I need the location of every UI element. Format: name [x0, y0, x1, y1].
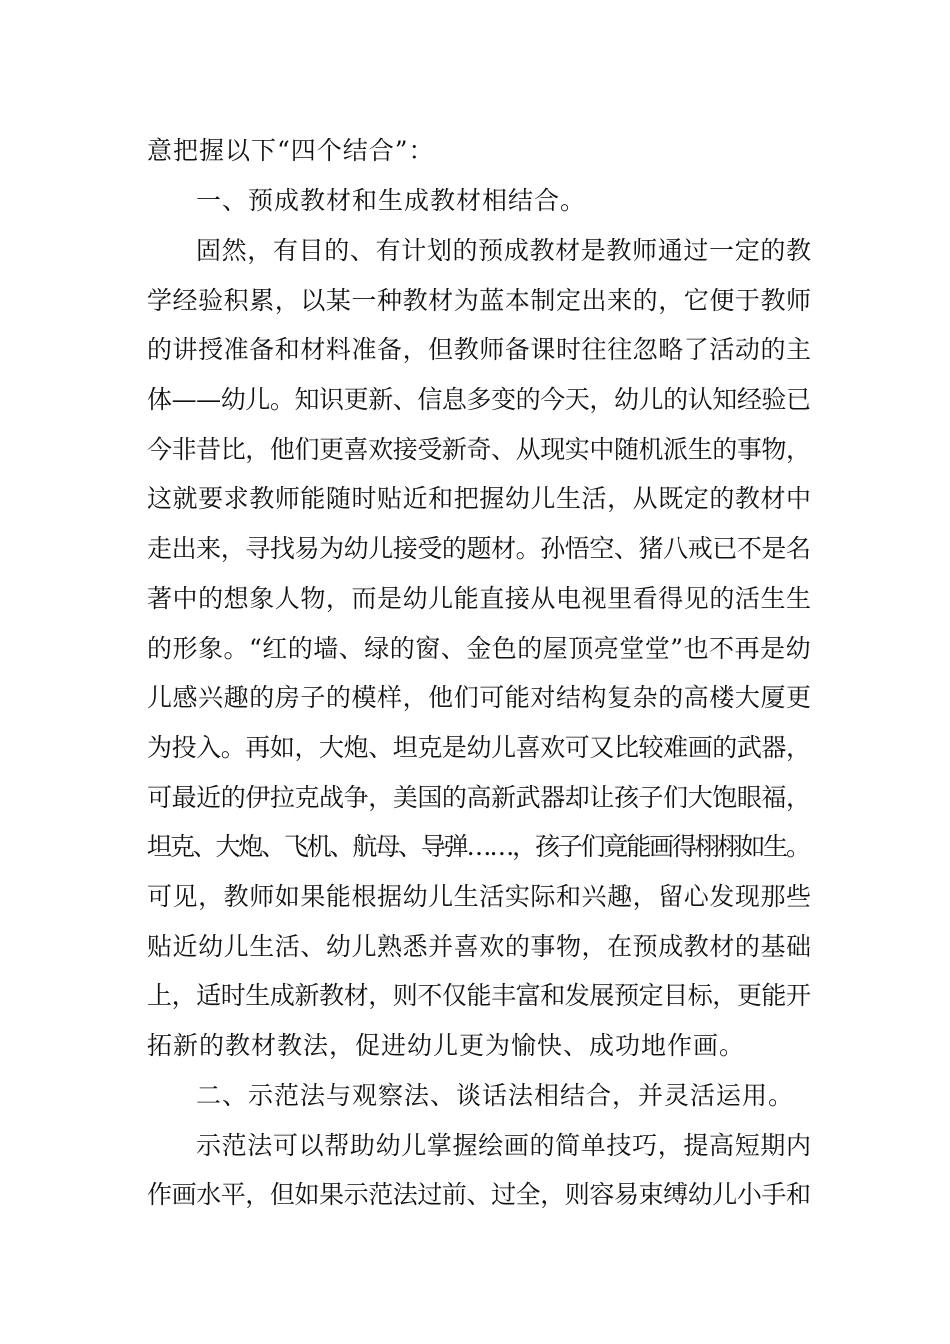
- text-line-22: 作画水平，但如果示范法过前、过全，则容易束缚幼儿小手和: [147, 1180, 811, 1209]
- section-heading-2: 二、示范法与观察法、谈话法相结合，并灵活运用。: [196, 1081, 795, 1110]
- text-line-9: 走出来，寻找易为幼儿接受的题材。孙悟空、猪八戒已不是名: [147, 534, 811, 563]
- text-line-16: 可见，教师如果能根据幼儿生活实际和兴趣，留心发现那些: [147, 882, 812, 911]
- text-line-13: 为投入。再如，大炮、坦克是幼儿喜欢可又比较难画的武器，: [147, 733, 811, 762]
- text-line-3: 固然，有目的、有计划的预成教材是教师通过一定的教: [196, 236, 812, 265]
- text-line-1: 意把握以下“四个结合”：: [147, 136, 435, 165]
- text-line-14: 可最近的伊拉克战争，美国的高新武器却让孩子们大饱眼福，: [147, 783, 811, 812]
- text-line-21: 示范法可以帮助幼儿掌握绘画的简单技巧，提高短期内: [196, 1131, 812, 1160]
- text-line-7: 今非昔比，他们更喜欢接受新奇、从现实中随机派生的事物，: [147, 435, 811, 464]
- text-line-18: 上，适时生成新教材，则不仅能丰富和发展预定目标，更能开: [147, 981, 811, 1010]
- text-line-12: 儿感兴趣的房子的模样，他们可能对结构复杂的高楼大厦更: [147, 683, 812, 712]
- text-line-8: 这就要求教师能随时贴近和把握幼儿生活，从既定的教材中: [147, 484, 812, 513]
- section-heading-1: 一、预成教材和生成教材相结合。: [196, 186, 587, 215]
- text-line-10: 著中的想象人物，而是幼儿能直接从电视里看得见的活生生: [147, 584, 812, 613]
- text-line-4: 学经验积累，以某一种教材为蓝本制定出来的，它便于教师: [147, 286, 812, 315]
- text-line-11: 的形象。“红的墙、绿的窗、金色的屋顶亮堂堂”也不再是幼: [147, 634, 812, 663]
- text-line-19: 拓新的教材教法，促进幼儿更为愉快、成功地作画。: [147, 1031, 746, 1060]
- text-line-5: 的讲授准备和材料准备，但教师备课时往往忽略了活动的主: [147, 335, 812, 364]
- text-line-15: 坦克、大炮、飞机、航母、导弹……，孩子们竟能画得栩栩如生。: [147, 832, 809, 861]
- text-line-6: 体——幼儿。知识更新、信息多变的今天，幼儿的认知经验已: [147, 385, 811, 414]
- text-line-17: 贴近幼儿生活、幼儿熟悉并喜欢的事物，在预成教材的基础: [147, 932, 812, 961]
